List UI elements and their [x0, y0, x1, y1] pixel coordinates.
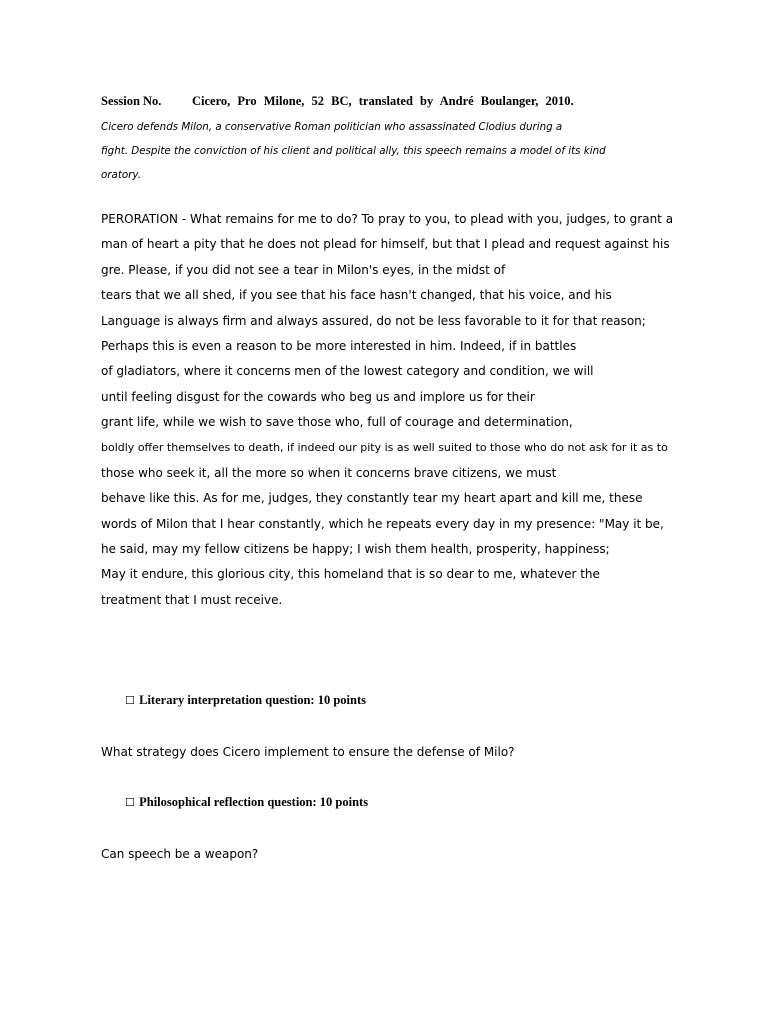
box-bullet-icon: ☐	[125, 694, 135, 707]
peroration-passage	[101, 210, 701, 616]
passage-line: May it endure, this glorious city, this homeland that is so dear to me, whatever the	[101, 567, 600, 582]
document-header	[101, 94, 574, 109]
question-heading-label: Philosophical reflection question: 10 points	[139, 795, 369, 809]
passage-line: of gladiators, where it concerns men of the lowest category and condition, we will	[101, 364, 594, 379]
passage-line: Perhaps this is even a reason to be more interested in him. Indeed, if in battles	[101, 338, 577, 353]
passage-line: tears that we all shed, if you see that his face hasn't changed, that his voice, and his	[101, 288, 612, 303]
box-bullet-icon: ☐	[125, 796, 135, 809]
passage-line: words of Milon that I hear constantly, which he repeats every day in my presence: "May it be,	[101, 516, 664, 531]
passage-line: behave like this. As for me, judges, they constantly tear my heart apart and kill me, these	[101, 491, 643, 506]
passage-line: those who seek it, all the more so when it concerns brave citizens, we must	[101, 465, 557, 480]
question-heading-literary	[125, 693, 366, 708]
intro-line: oratory.	[101, 169, 141, 181]
intro-paragraph	[101, 120, 681, 192]
question-heading-philosophical	[125, 795, 368, 810]
question-text-philosophical: Can speech be a weapon?	[101, 847, 259, 861]
passage-line: PERORATION - What remains for me to do? To pray to you, to plead with you, judges, to grant a	[101, 212, 674, 226]
passage-line: until feeling disgust for the cowards who beg us and implore us for their	[101, 389, 535, 404]
intro-line: fight. Despite the conviction of his client and political ally, this speech remains a model of its kind	[101, 145, 606, 157]
intro-line: Cicero defends Milon, a conservative Roman politician who assassinated Clodius during a	[101, 121, 563, 133]
passage-line: he said, may my fellow citizens be happy; I wish them health, prosperity, happiness;	[101, 542, 610, 557]
question-text-literary: What strategy does Cicero implement to ensure the defense of Milo?	[101, 745, 515, 759]
source-citation: Cicero, Pro Milone, 52 BC, translated by André Boulanger, 2010.	[192, 94, 574, 108]
passage-line: man of heart a pity that he does not plead for himself, but that I plead and request against his	[101, 237, 670, 252]
passage-line: gre. Please, if you did not see a tear in Milon's eyes, in the midst of	[101, 262, 506, 277]
question-heading-label: Literary interpretation question: 10 points	[139, 693, 366, 707]
passage-line: treatment that I must receive.	[101, 592, 283, 607]
session-label: Session No.	[101, 94, 162, 108]
passage-line: grant life, while we wish to save those who, full of courage and determination,	[101, 415, 573, 430]
passage-line: Language is always firm and always assured, do not be less favorable to it for that reason;	[101, 313, 646, 328]
passage-line: boldly offer themselves to death, if indeed our pity is as well suited to those who do not ask for it as to	[101, 440, 668, 454]
